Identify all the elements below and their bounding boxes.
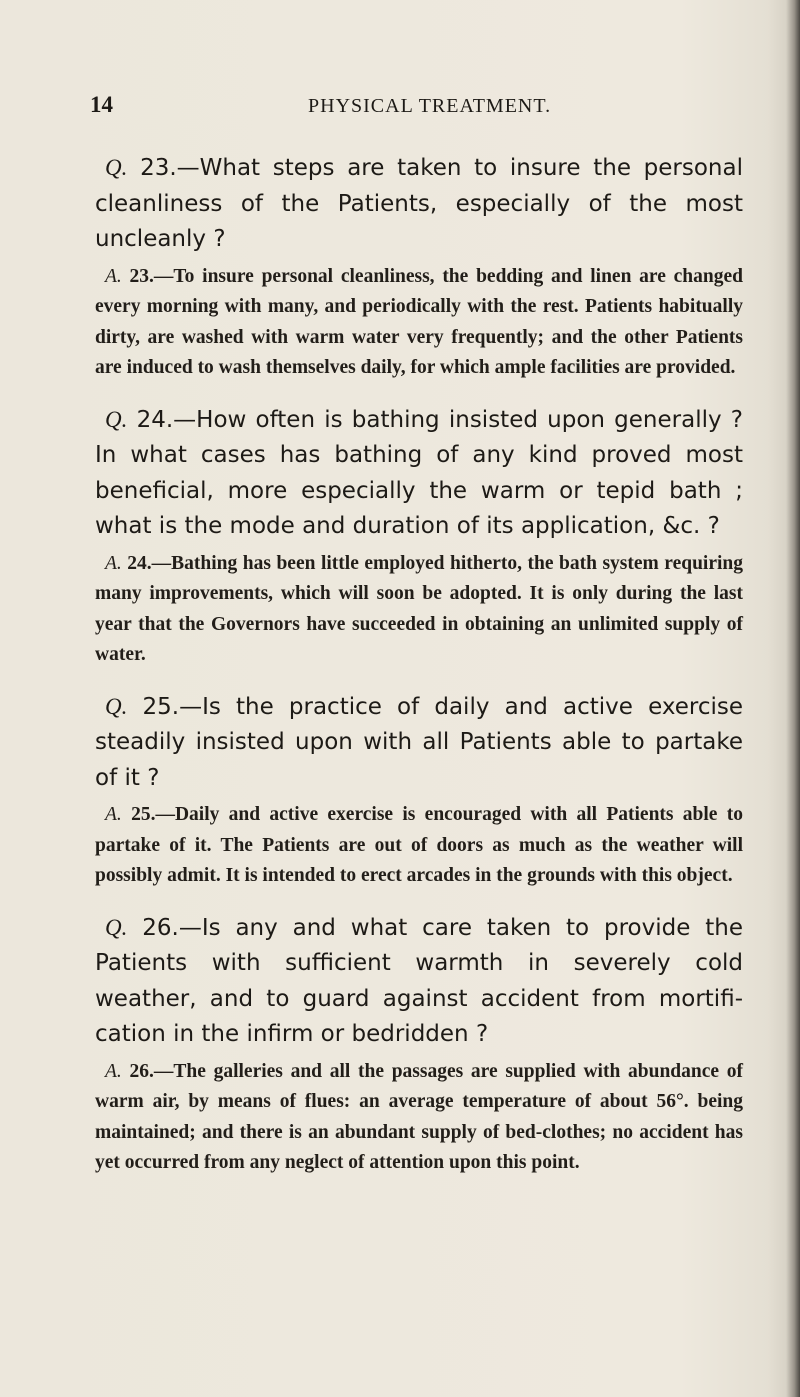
question-text: 24.—How often is bathing insisted upon generally ? In what cases has bathing of any kind proved most beneficial, more especially the warm or tepid bath ; what is the mode and duration of its application, &c. ? bbox=[95, 406, 743, 539]
question-23 bbox=[95, 150, 743, 258]
page-body bbox=[95, 150, 743, 1197]
answer-label: A. bbox=[105, 265, 122, 287]
question-label: Q. bbox=[105, 155, 128, 180]
answer-text: 26.—The galleries and all the passages are supplied with abundance of warm air, by means of flues: an average temperature of about 56°. being maintained; and there is an abundant supply of bed-clothes; no accident has yet occurred from any neglect of attention upon this point. bbox=[95, 1060, 743, 1173]
answer-text: 24.—Bathing has been little employed hitherto, the bath system requiring many improvements, which will soon be adopted. It is only during the last year that the Governors have succeeded in obtaining an unlimited supply of water. bbox=[95, 552, 743, 665]
answer-label: A. bbox=[105, 552, 122, 574]
page-header bbox=[90, 92, 740, 124]
question-25 bbox=[95, 689, 743, 797]
answer-label: A. bbox=[105, 804, 122, 825]
answer-26 bbox=[95, 1057, 743, 1179]
running-title: PHYSICAL TREATMENT. bbox=[308, 95, 552, 117]
question-label: Q. bbox=[105, 693, 128, 719]
answer-23 bbox=[95, 262, 743, 384]
question-text: 25.—Is the practice of daily and active exercise steadily insisted upon with all Patients able to partake of it ? bbox=[95, 693, 743, 791]
answer-label: A. bbox=[105, 1060, 122, 1082]
question-text: 23.—What steps are taken to insure the personal cleanliness of the Patients, especially of the most uncleanly ? bbox=[95, 155, 743, 252]
question-26 bbox=[95, 910, 743, 1053]
page-number: 14 bbox=[90, 92, 113, 117]
question-24 bbox=[95, 402, 743, 545]
answer-25 bbox=[95, 800, 743, 892]
answer-text: 23.—To insure personal cleanliness, the bedding and linen are changed every morning with many, and periodically with the rest. Patients habitually dirty, are washed with warm water very frequently; and the other Patients are induced to wash themselves daily, for which ample facilities are provided. bbox=[95, 265, 743, 378]
question-label: Q. bbox=[105, 914, 128, 940]
question-text: 26.—Is any and what care taken to provide the Patients with sufficient warmth in severely cold weather, and to guard against accident from mortification in the infirm or bedridden ? bbox=[95, 914, 743, 1047]
answer-text: 25.—Daily and active exercise is encouraged with all Patients able to partake of it. The Patients are out of doors as much as the weather will possibly admit. It is intended to erect arcades in the grounds with this object. bbox=[95, 804, 743, 886]
page-edge-shadow bbox=[786, 0, 800, 1397]
answer-24 bbox=[95, 549, 743, 671]
question-label: Q. bbox=[105, 406, 128, 432]
